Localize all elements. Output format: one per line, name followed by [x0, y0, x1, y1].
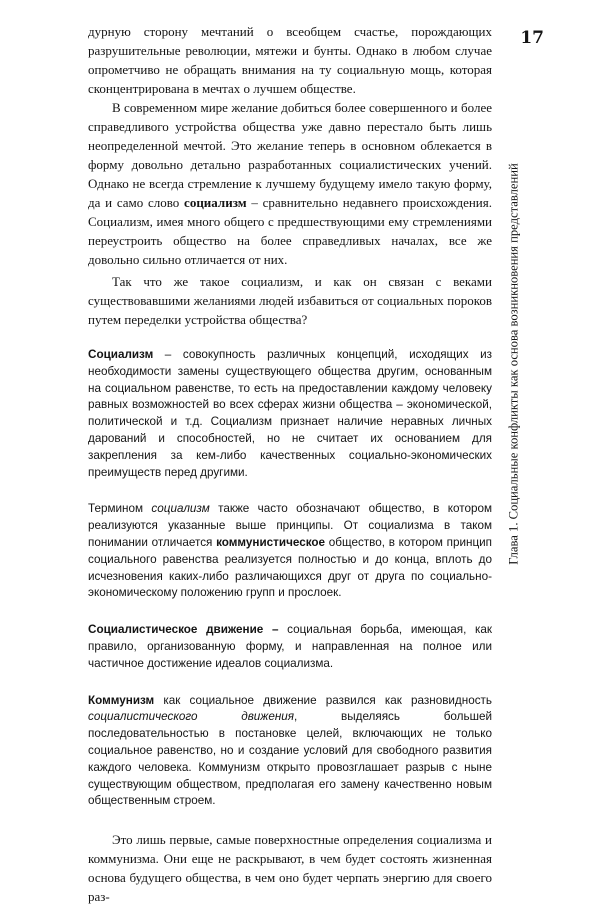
definition-society-lead: Термином — [88, 502, 152, 516]
definition-society-middle: также часто обозначают общество, в котором реализуются указанные выше принципы. От социализма в таком понимании отличается — [88, 502, 492, 549]
running-head-text: Глава 1. Социальные конфликты как основа возникновения представлений — [507, 163, 522, 565]
definition-movement-text: социальная борьба, имеющая, как правило, организованную форму, и направленная на полное или частичное достижение идеалов социализма. — [88, 623, 493, 670]
term-socialist-movement-italic: социалистического движения — [88, 710, 295, 724]
running-head — [504, 58, 524, 670]
page-number: 17 — [520, 28, 544, 48]
definition-society-rest: общество, в котором принцип социального равенства реализуется полностью и до конца, вплоть до исчезновения каких-либо различающихся друг от друга по социально-экономическому положению групп и прослоек. — [88, 535, 492, 600]
definition-communism — [88, 693, 492, 815]
paragraph-2-rest: – сравнительно недавнего происхождения. Социализм, имея много общего с предшествующими ему стремлениями переустроить общество на более справедливых началах, все же довольно сильно отличается от них. — [88, 195, 492, 267]
term-socialist-movement: Социалистическое движение – — [88, 623, 279, 637]
paragraph-1: дурную сторону мечтаний о всеобщем счастье, порождающих разрушительные революции, мятежи и бунты. Однако в любом случае опрометчиво не обращать внимания на ту социальную мощь, которая сконцентрирована в мечтах о лучшем обществе. — [88, 24, 492, 96]
definition-society — [88, 501, 492, 606]
term-socialism: Социализм — [88, 348, 154, 361]
main-text — [88, 22, 492, 906]
term-communism: Коммунизм — [88, 693, 155, 707]
paragraph-2-lead: В современном мире желание добиться более совершенного и более справедливого устройства общества уже давно перестало быть лишь неопределенной мечтой. Это желание теперь в основном облекается в форму довольно детально разработанных социалистических учений. Однако не всегда стремление к лучшему будущему имело такую форму, да и само слово — [88, 100, 492, 210]
definition-communism-rest: , выделяясь большей последовательностью в постановке целей, включающих не только социальное равенство, но и создание условий для свободного развития каждого человека. Коммунизм открыто провозглашает разрыв с ныне существующим обществом, предполагая его замену качественно новым общественным строем. — [88, 710, 492, 808]
definition-socialism-text: – совокупность различных концепций, исходящих из необходимости замены существующего общества другим, основанным на социальном равенстве, то есть на предоставлении каждому человеку равных возможностей во всех сферах жизни общества – экономической, политической и т.д. Социализм признает наличие неравных личных дарований и способностей, но не считает их основанием для закрепления за кем-либо качественных социально-экономических преимуществ перед другими. — [88, 348, 492, 479]
definition-communism-lead: как социальное движение развился как разновидность — [154, 693, 492, 707]
paragraph-4: Это лишь первые, самые поверхностные определения социализма и коммунизма. Они еще не раскрывают, в чем будет состоять жизненная основа будущего общества, в чем оно будет черпать энергию для своего раз- — [88, 832, 492, 905]
term-communist: коммунистическое — [216, 535, 326, 549]
paragraph-2 — [88, 98, 492, 269]
definition-socialism — [88, 347, 492, 485]
paragraph-3: Так что же такое социализм, и как он связан с веками существовавшими желаниями людей избавиться от социальных пороков путем переделки устройства общества? — [88, 274, 492, 327]
term-socialism-italic: социализм — [151, 502, 210, 516]
term-socialism-inline: социализм — [184, 195, 247, 210]
definition-movement — [88, 622, 492, 676]
